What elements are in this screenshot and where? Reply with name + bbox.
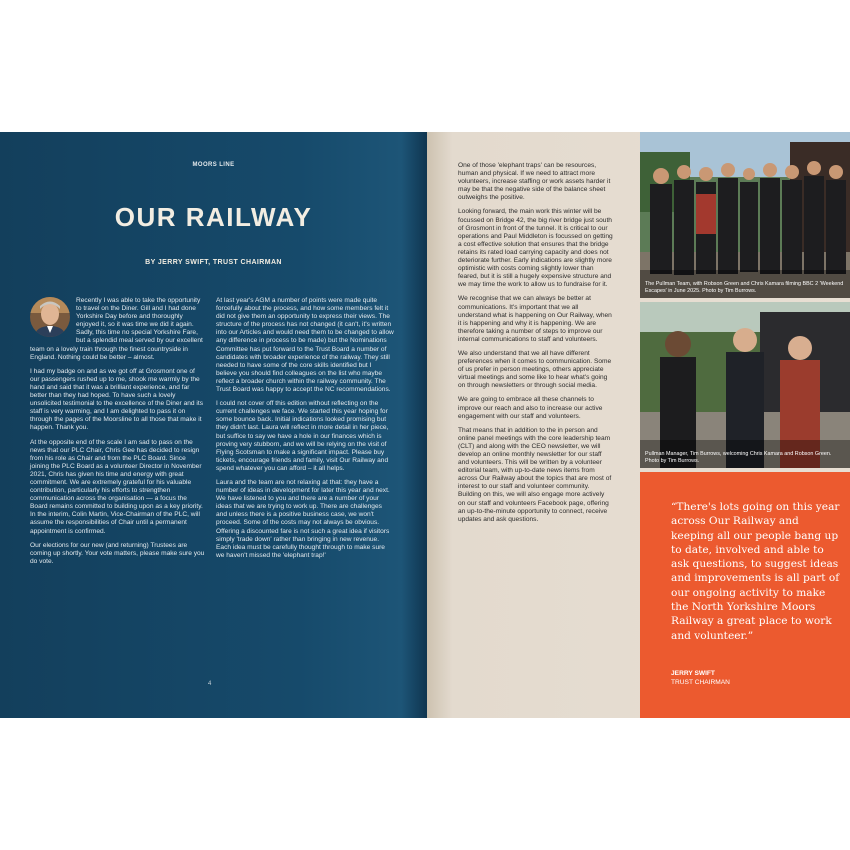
paragraph: We also understand that we all have different preferences when it comes to communication. Some of us prefer in person meetings, others appreciate virtual meetings and some like to hear what's going on through newsletters or through social media. bbox=[458, 349, 612, 390]
photo-welcome bbox=[640, 302, 850, 468]
author-photo bbox=[30, 297, 70, 337]
article-column-1 bbox=[30, 297, 206, 572]
article-title: OUR RAILWAY bbox=[114, 202, 313, 232]
paragraph: At the opposite end of the scale I am sad to pass on the news that our PLC Chair, Chris Gee has decided to resign from his role as Chair and from the PLC Board. Since joining the PLC Board as a volunteer Director in November 2021, Chris has given his time and energy with great commitment. We are extremely grateful for his valuable contribution, particularly his efforts to strengthen communication across the organisation — a focus the Board remains committed to building upon as a key priority. In the interim, Colin Martin, Vice-Chairman of the PLC, will assume the responsibilities of Chair until a permanent appointment is confirmed. bbox=[30, 438, 203, 535]
paragraph: I had my badge on and as we got off at Grosmont one of our passengers rushed up to me, shook me warmly by the hand and said that it was a brilliant experience, and far better than they had hoped. To have such a lovely unsolicited testimonial to the excellence of the Diner and its staff is very warming, and I am delighted to pass it on through the pages of the Moorsline to all those that make it happen. Thank you. bbox=[30, 367, 203, 432]
article-column-3 bbox=[458, 162, 613, 530]
paragraph: Looking forward, the main work this winter will be focussed on Bridge 42, the big river bridge just south of Grosmont in front of the tunnel. It is critical to our operations and Paul Middleton is focussed on getting a cost effective solution that ensures that the bridge retains its rated load carrying capacity and does not deteriorate further. Early indications are slightly more optimistic with costs coming slightly lower than feared, but it is still a hugely expensive structure and we may time the work to allow us to fundraise for it. bbox=[458, 208, 613, 289]
quote-author-role: TRUST CHAIRMAN bbox=[671, 679, 730, 686]
pull-quote-text: “There's lots going on this year across Our Railway and keeping all our people bang up to date, involved and able to ask questions, to suggest ideas and improvements is all part of our ongoing activity to make the North Yorkshire Moors Railway a great place to work and volunteer.” bbox=[671, 501, 840, 642]
quote-author-name: JERRY SWIFT bbox=[671, 670, 715, 677]
photo-caption-2: Pullman Manager, Tim Burrows, welcoming Chris Kamara and Robson Green. Photo by Tim Burrows. bbox=[645, 451, 832, 464]
photo-pullman-team bbox=[640, 132, 850, 298]
section-label: MOORS LINE bbox=[192, 162, 235, 168]
page-number: 4 bbox=[208, 681, 212, 687]
paragraph: I could not cover off this edition without reflecting on the current challenges we face. We started this year hoping for some bounce back. Initial indications looked promising but they didn't last. Laura will reflect in more detail in her piece, but suffice to say we have a hole in our finances which is proving very stubborn, and we will be relying on the visit of Flying Scotsman to make a significant impact. Please buy tickets, encourage friends and family, visit Our Railway and spend whatever you can afford – it all helps. bbox=[216, 400, 389, 472]
byline: BY JERRY SWIFT, TRUST CHAIRMAN bbox=[145, 259, 282, 266]
photo-caption-1: The Pullman Team, with Robson Green and Chris Kamara filming BBC 2 'Weekend Escapes' in June 2025. Photo by Tim Burrows. bbox=[645, 281, 844, 294]
article-column-2 bbox=[216, 297, 394, 566]
paragraph: Laura and the team are not relaxing at that: they have a number of ideas in development for later this year and next. We have listened to you and there are a number of your ideas that we are trying to work up. There are challenges and unless there is a positive business case, we won't proceed. Some of the costs may not always be obvious. Offering a discounted fare is not such a great idea if visitors simply 'trade down' rather than bringing in new revenue. Each idea must be carefully thought through to make sure we haven't missed the 'elephant trap!' bbox=[216, 478, 390, 559]
paragraph: We are going to embrace all these channels to improve our reach and also to increase our active engagement with our staff and volunteers. bbox=[458, 396, 603, 420]
paragraph: At last year's AGM a number of points were made quite forcefully about the process, and how some members felt it did not give them an opportunity to express their views. The structure of the process has not changed (it can't, it's written into our Articles and would need them to be changed to allow any difference in process to be made) but the Nominations Committee has put forward to the Trust Board a number of candidates with broader experience of the railway. They still needed to have some of the core skills identified but I believe you should find colleagues on the list who maybe reflect a broader church within the railway community. The Trust Board was happy to accept the NC recommendations. bbox=[216, 297, 394, 394]
paragraph: Recently I was able to take the opportunity to travel on the Diner. Gill and I had done Yorkshire Day before and thoroughly enjoyed it, so it was time we did it again. Sadly, this time no special Yorkshire Fare, but a splendid meal served by our excellent team on a lovely train through the finest countryside in England. Nothing could be better – almost. bbox=[30, 297, 203, 361]
paragraph: That means that in addition to the in person and online panel meetings with the core leadership team (CLT) and along with the CEO newsletter, we will develop an online monthly newsletter for our staff and volunteers. This will be written by a volunteer editorial team, with up-to-date news items from across Our Railway about the topics that are most of interest to our staff and volunteer community. Building on this, we will also engage more actively on our staff and volunteers Facebook page, offering an up-to-the-minute opportunity to connect, receive updates and ask questions. bbox=[458, 426, 612, 523]
paragraph: One of those 'elephant traps' can be resources, human and physical. If we need to attract more volunteers, increase staffing or work assets harder it may be that the negative side of the balance sheet outweighs the positive. bbox=[458, 162, 611, 202]
pull-quote-box bbox=[640, 472, 850, 718]
paragraph: Our elections for our new (and returning) Trustees are coming up shortly. Your vote matters, please make sure you do vote. bbox=[30, 541, 205, 565]
paragraph: We recognise that we can always be better at communications. It's important that we all understand what is happening on Our Railway, when it is happening and why it is happening. We are therefore taking a number of steps to improve our internal communications to staff and volunteers. bbox=[458, 295, 612, 343]
